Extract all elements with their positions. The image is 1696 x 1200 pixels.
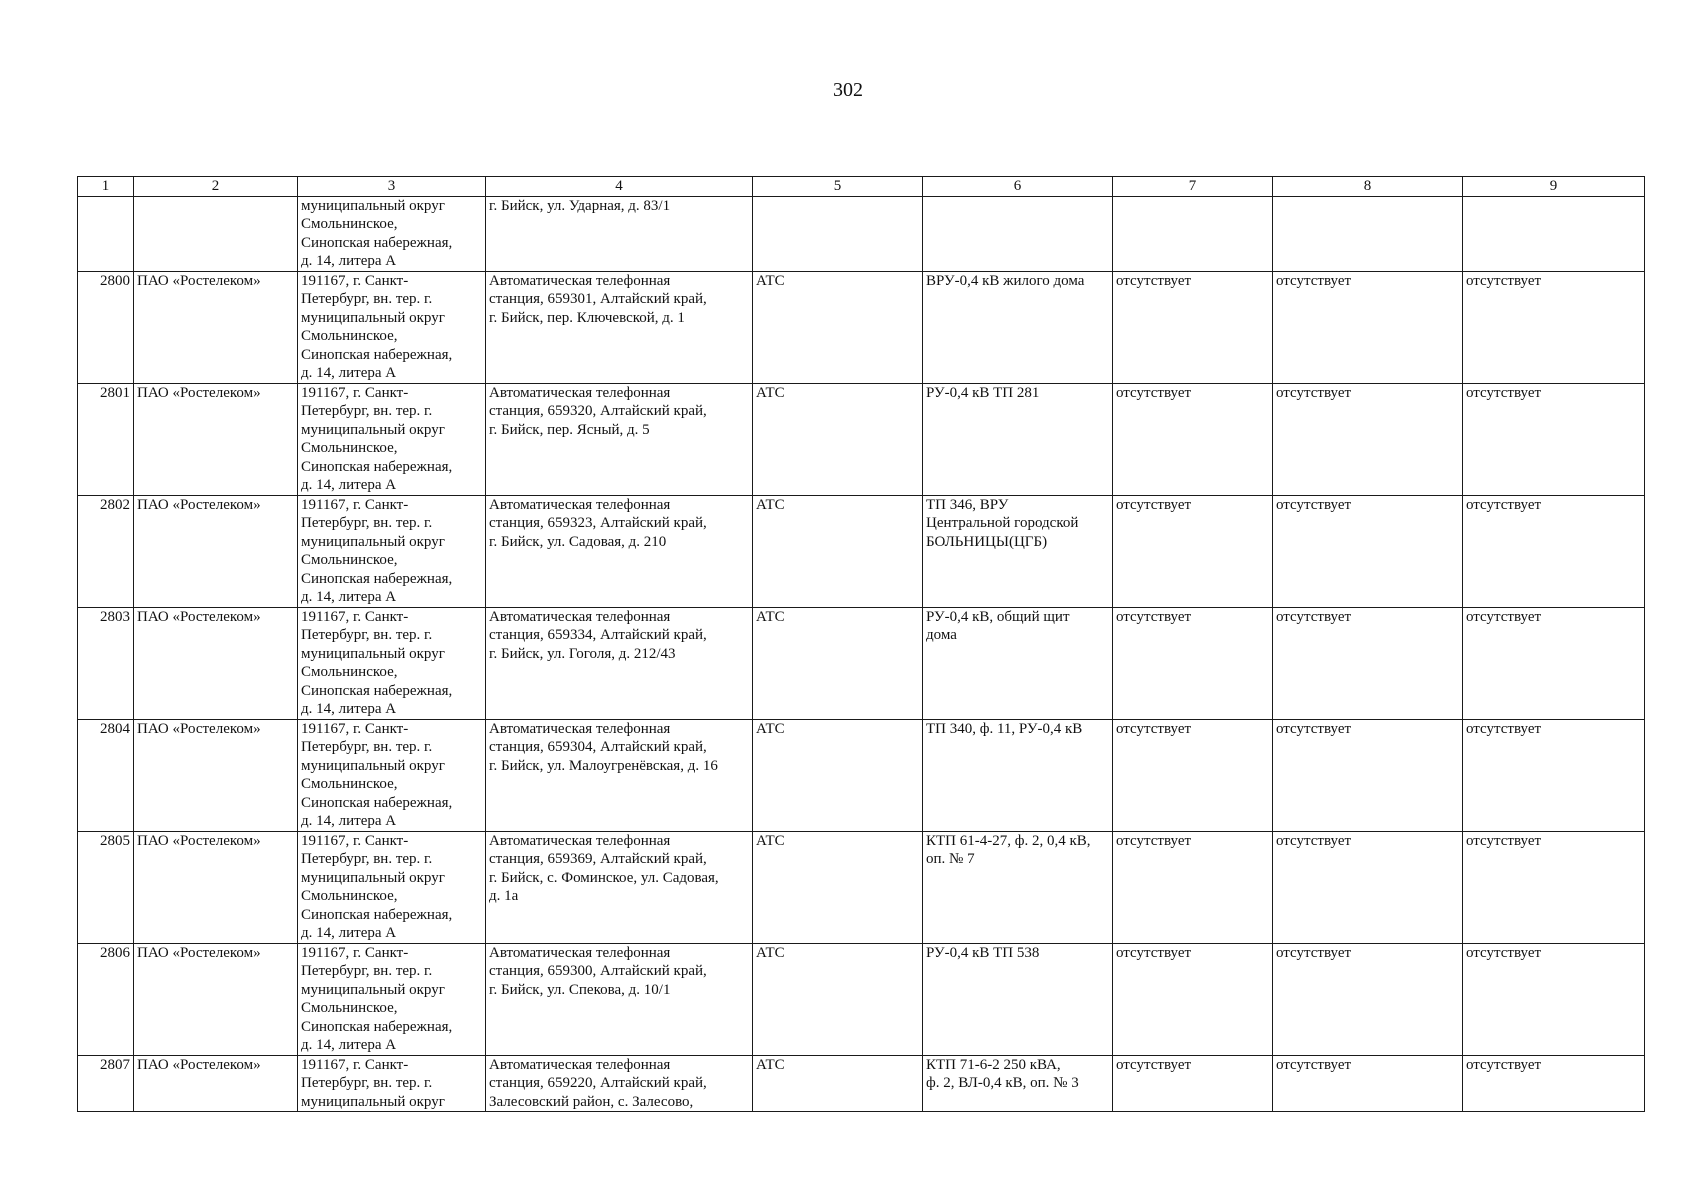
cell-line: д. 14, литера А [301, 477, 397, 494]
owner-address-cell [298, 384, 486, 496]
location-cell [486, 944, 753, 1056]
cell-line: Автоматическая телефонная [489, 833, 671, 849]
connection-point-cell [923, 496, 1113, 608]
cell-line: станция, 659300, Алтайский край, [489, 963, 707, 980]
cell-line: Автоматическая телефонная [489, 497, 671, 513]
connection-point-cell [923, 1056, 1113, 1112]
cell-line: Синопская набережная, [301, 570, 453, 587]
owner-address-cell [298, 944, 486, 1056]
column-header: 5 [753, 177, 923, 197]
registry-table [77, 176, 1645, 1112]
cell-line: 191167, г. Санкт- [301, 833, 409, 849]
column-9-cell: отсутствует [1463, 832, 1645, 944]
column-8-cell [1273, 197, 1463, 272]
cell-line: Смольнинское, [301, 440, 398, 457]
table-row [78, 496, 1645, 608]
column-8-cell: отсутствует [1273, 720, 1463, 832]
table-row [78, 197, 1645, 272]
cell-line: Автоматическая телефонная [489, 1057, 671, 1073]
cell-line: Синопская набережная, [301, 906, 453, 923]
cell-line: Центральной городской [926, 515, 1079, 532]
cell-line: Петербург, вн. тер. г. [301, 627, 433, 644]
location-cell [486, 832, 753, 944]
owner-address-cell [298, 272, 486, 384]
column-7-cell: отсутствует [1113, 944, 1273, 1056]
cell-line: Петербург, вн. тер. г. [301, 1075, 433, 1092]
location-cell [486, 720, 753, 832]
column-8-cell: отсутствует [1273, 832, 1463, 944]
cell-line: д. 14, литера А [301, 813, 397, 830]
column-8-cell: отсутствует [1273, 608, 1463, 720]
cell-line: Залесовский район, с. Залесово, [489, 1093, 694, 1110]
cell-line: г. Бийск, ул. Спекова, д. 10/1 [489, 981, 671, 998]
owner-cell: ПАО «Ростелеком» [134, 832, 298, 944]
owner-cell: ПАО «Ростелеком» [134, 496, 298, 608]
cell-line: РУ-0,4 кВ, общий щит [926, 609, 1070, 625]
cell-line: станция, 659301, Алтайский край, [489, 291, 707, 308]
owner-address-cell [298, 832, 486, 944]
column-7-cell: отсутствует [1113, 720, 1273, 832]
location-cell [486, 384, 753, 496]
cell-line: 191167, г. Санкт- [301, 1057, 409, 1073]
cell-line: 191167, г. Санкт- [301, 273, 409, 289]
column-8-cell: отсутствует [1273, 496, 1463, 608]
owner-cell: ПАО «Ростелеком» [134, 608, 298, 720]
cell-line: станция, 659369, Алтайский край, [489, 851, 707, 868]
owner-address-cell [298, 720, 486, 832]
row-number: 2800 [78, 272, 134, 384]
cell-line: 191167, г. Санкт- [301, 497, 409, 513]
cell-line: Смольнинское, [301, 328, 398, 345]
cell-line: муниципальный округ [301, 645, 445, 662]
column-9-cell: отсутствует [1463, 1056, 1645, 1112]
column-7-cell: отсутствует [1113, 496, 1273, 608]
column-header: 3 [298, 177, 486, 197]
owner-cell [134, 197, 298, 272]
cell-line: г. Бийск, ул. Садовая, д. 210 [489, 533, 667, 550]
column-9-cell [1463, 197, 1645, 272]
cell-line: Автоматическая телефонная [489, 609, 671, 625]
cell-line: РУ-0,4 кВ ТП 538 [926, 945, 1040, 961]
column-7-cell [1113, 197, 1273, 272]
cell-line: муниципальный округ [301, 533, 445, 550]
column-9-cell: отсутствует [1463, 496, 1645, 608]
owner-cell: ПАО «Ростелеком» [134, 944, 298, 1056]
cell-line: муниципальный округ [301, 757, 445, 774]
cell-line: станция, 659320, Алтайский край, [489, 403, 707, 420]
column-header: 2 [134, 177, 298, 197]
cell-line: Синопская набережная, [301, 346, 453, 363]
row-number: 2802 [78, 496, 134, 608]
cell-line: д. 14, литера А [301, 253, 397, 270]
cell-line: муниципальный округ [301, 421, 445, 438]
cell-line: муниципальный округ [301, 981, 445, 998]
connection-point-cell [923, 272, 1113, 384]
connection-point-cell [923, 197, 1113, 272]
location-cell [486, 496, 753, 608]
cell-line: 191167, г. Санкт- [301, 609, 409, 625]
location-cell [486, 197, 753, 272]
owner-address-cell [298, 496, 486, 608]
object-type-cell: АТС [753, 608, 923, 720]
cell-line: Смольнинское, [301, 664, 398, 681]
cell-line: Синопская набережная, [301, 682, 453, 699]
page-number: 302 [833, 79, 863, 101]
cell-line: муниципальный округ [301, 309, 445, 326]
column-header: 1 [78, 177, 134, 197]
cell-line: дома [926, 627, 957, 644]
owner-cell: ПАО «Ростелеком» [134, 1056, 298, 1112]
column-number-row [78, 177, 1645, 197]
row-number: 2804 [78, 720, 134, 832]
column-9-cell: отсутствует [1463, 720, 1645, 832]
cell-line: муниципальный округ [301, 198, 445, 214]
owner-address-cell [298, 197, 486, 272]
object-type-cell: АТС [753, 832, 923, 944]
location-cell [486, 608, 753, 720]
cell-line: Синопская набережная, [301, 1018, 453, 1035]
cell-line: Автоматическая телефонная [489, 945, 671, 961]
column-header: 9 [1463, 177, 1645, 197]
object-type-cell: АТС [753, 384, 923, 496]
location-cell [486, 1056, 753, 1112]
cell-line: Смольнинское, [301, 776, 398, 793]
owner-address-cell [298, 608, 486, 720]
cell-line: станция, 659220, Алтайский край, [489, 1075, 707, 1092]
table-row [78, 832, 1645, 944]
object-type-cell: АТС [753, 720, 923, 832]
cell-line: д. 14, литера А [301, 589, 397, 606]
object-type-cell: АТС [753, 944, 923, 1056]
column-7-cell: отсутствует [1113, 1056, 1273, 1112]
object-type-cell: АТС [753, 1056, 923, 1112]
owner-cell: ПАО «Ростелеком» [134, 384, 298, 496]
object-type-cell: АТС [753, 272, 923, 384]
cell-line: Петербург, вн. тер. г. [301, 403, 433, 420]
cell-line: Петербург, вн. тер. г. [301, 291, 433, 308]
column-9-cell: отсутствует [1463, 608, 1645, 720]
cell-line: д. 14, литера А [301, 701, 397, 718]
column-header: 7 [1113, 177, 1273, 197]
object-type-cell [753, 197, 923, 272]
cell-line: КТП 71-6-2 250 кВА, [926, 1057, 1061, 1073]
cell-line: РУ-0,4 кВ ТП 281 [926, 385, 1040, 401]
cell-line: ТП 340, ф. 11, РУ-0,4 кВ [926, 721, 1083, 737]
cell-line: Автоматическая телефонная [489, 273, 671, 289]
connection-point-cell [923, 608, 1113, 720]
column-9-cell: отсутствует [1463, 944, 1645, 1056]
cell-line: 191167, г. Санкт- [301, 945, 409, 961]
cell-line: д. 14, литера А [301, 365, 397, 382]
cell-line: муниципальный округ [301, 1093, 445, 1110]
cell-line: 191167, г. Санкт- [301, 721, 409, 737]
cell-line: станция, 659323, Алтайский край, [489, 515, 707, 532]
cell-line: г. Бийск, пер. Ясный, д. 5 [489, 421, 650, 438]
row-number: 2807 [78, 1056, 134, 1112]
column-7-cell: отсутствует [1113, 384, 1273, 496]
connection-point-cell [923, 944, 1113, 1056]
table-body [78, 197, 1645, 1112]
table-row [78, 272, 1645, 384]
connection-point-cell [923, 720, 1113, 832]
table-row [78, 720, 1645, 832]
cell-line: д. 14, литера А [301, 1037, 397, 1054]
cell-line: Автоматическая телефонная [489, 385, 671, 401]
location-cell [486, 272, 753, 384]
cell-line: Смольнинское, [301, 1000, 398, 1017]
connection-point-cell [923, 832, 1113, 944]
cell-line: станция, 659304, Алтайский край, [489, 739, 707, 756]
owner-cell: ПАО «Ростелеком» [134, 720, 298, 832]
cell-line: 191167, г. Санкт- [301, 385, 409, 401]
cell-line: ТП 346, ВРУ [926, 497, 1009, 513]
table-row [78, 944, 1645, 1056]
cell-line: Петербург, вн. тер. г. [301, 515, 433, 532]
cell-line: оп. № 7 [926, 851, 975, 868]
cell-line: Смольнинское, [301, 888, 398, 905]
column-9-cell: отсутствует [1463, 272, 1645, 384]
cell-line: КТП 61-4-27, ф. 2, 0,4 кВ, [926, 833, 1091, 849]
column-header: 4 [486, 177, 753, 197]
cell-line: г. Бийск, пер. Ключевской, д. 1 [489, 309, 685, 326]
owner-address-cell [298, 1056, 486, 1112]
column-header: 6 [923, 177, 1113, 197]
row-number [78, 197, 134, 272]
column-8-cell: отсутствует [1273, 272, 1463, 384]
row-number: 2803 [78, 608, 134, 720]
column-7-cell: отсутствует [1113, 272, 1273, 384]
cell-line: д. 14, литера А [301, 925, 397, 942]
cell-line: Синопская набережная, [301, 234, 453, 251]
cell-line: г. Бийск, ул. Гоголя, д. 212/43 [489, 645, 676, 662]
cell-line: Синопская набережная, [301, 458, 453, 475]
column-9-cell: отсутствует [1463, 384, 1645, 496]
cell-line: д. 1а [489, 888, 519, 905]
table-row [78, 384, 1645, 496]
row-number: 2805 [78, 832, 134, 944]
table-row [78, 1056, 1645, 1112]
cell-line: г. Бийск, ул. Ударная, д. 83/1 [489, 198, 671, 214]
table-row [78, 608, 1645, 720]
object-type-cell: АТС [753, 496, 923, 608]
cell-line: г. Бийск, ул. Малоугренёвская, д. 16 [489, 757, 718, 774]
column-8-cell: отсутствует [1273, 1056, 1463, 1112]
column-7-cell: отсутствует [1113, 832, 1273, 944]
column-8-cell: отсутствует [1273, 944, 1463, 1056]
row-number: 2806 [78, 944, 134, 1056]
cell-line: станция, 659334, Алтайский край, [489, 627, 707, 644]
cell-line: Синопская набережная, [301, 794, 453, 811]
connection-point-cell [923, 384, 1113, 496]
cell-line: ВРУ-0,4 кВ жилого дома [926, 273, 1085, 289]
cell-line: муниципальный округ [301, 869, 445, 886]
cell-line: Смольнинское, [301, 216, 398, 233]
cell-line: ф. 2, ВЛ-0,4 кВ, оп. № 3 [926, 1075, 1079, 1092]
column-header: 8 [1273, 177, 1463, 197]
column-8-cell: отсутствует [1273, 384, 1463, 496]
cell-line: Смольнинское, [301, 552, 398, 569]
row-number: 2801 [78, 384, 134, 496]
cell-line: Автоматическая телефонная [489, 721, 671, 737]
column-7-cell: отсутствует [1113, 608, 1273, 720]
cell-line: г. Бийск, с. Фоминское, ул. Садовая, [489, 869, 719, 886]
cell-line: Петербург, вн. тер. г. [301, 963, 433, 980]
cell-line: БОЛЬНИЦЫ(ЦГБ) [926, 533, 1048, 550]
owner-cell: ПАО «Ростелеком» [134, 272, 298, 384]
cell-line: Петербург, вн. тер. г. [301, 739, 433, 756]
cell-line: Петербург, вн. тер. г. [301, 851, 433, 868]
